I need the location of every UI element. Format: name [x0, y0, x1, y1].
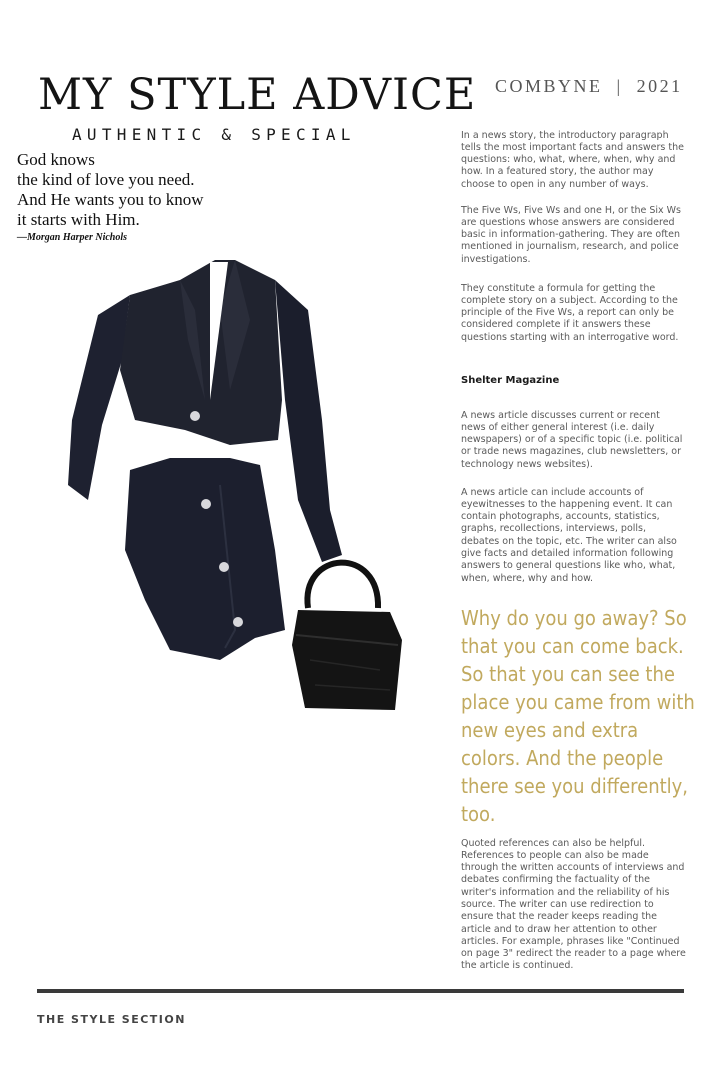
- quote-line: it starts with Him.: [17, 210, 140, 229]
- article-paragraph: The Five Ws, Five Ws and one H, or the Six Ws are questions whose answers are considered basic in information-gathering. They are often mentioned in journalism, research, and police investigations.: [461, 204, 682, 265]
- article-paragraph: In a news story, the introductory paragraph tells the most important facts and answers the questions: who, what, where, when, why and how. In a featured story, the author may choose to open in any number of ways.: [461, 129, 684, 190]
- article-paragraph: A news article can include accounts of eyewitnesses to the happening event. It can contain photographs, accounts, statistics, graphs, recollections, interviews, polls, debates on the topic, etc. The writer can also give facts and detailed information following answers to general questions like who, what, when, where, why and how.: [461, 486, 677, 584]
- section-heading: Shelter Magazine: [461, 375, 560, 386]
- handbag-image: [292, 563, 402, 710]
- quote-block: [17, 150, 267, 243]
- page-subtitle: AUTHENTIC & SPECIAL: [72, 125, 356, 144]
- article-paragraph: Quoted references can also be helpful. References to people can also be made through the written accounts of interviews and debates confirming the factuality of the writer's information and the reliability of his source. The writer can use redirection to ensure that the reader keeps reading the article and to draw her attention to other articles. For example, phrases like "Continued on page 3" redirect the reader to a page where the article is continued.: [461, 837, 686, 972]
- outfit-illustration: [60, 250, 450, 720]
- pull-quote: Why do you go away? So that you can come back. So that you can see the place you came from with new eyes and extra colors. And the people there see you differently, too.: [461, 606, 695, 826]
- article-paragraph: They constitute a formula for getting the complete story on a subject. According to the principle of the Five Ws, a report can only be considered complete if it answers these questions starting with an interrogative word.: [461, 282, 679, 343]
- article-paragraph: A news article discusses current or recent news of either general interest (i.e. daily newspapers) or of a specific topic (i.e. political or trade news magazines, club newsletters, or technology news websites).: [461, 409, 683, 470]
- quote-author: —Morgan Harper Nichols: [17, 232, 128, 243]
- page-title: MY STYLE ADVICE: [38, 70, 477, 120]
- masthead: [495, 76, 683, 97]
- brand-name: COMBYNE: [495, 76, 603, 96]
- issue-year: 2021: [636, 76, 683, 96]
- footer-section-label: THE STYLE SECTION: [37, 1013, 186, 1026]
- skirt-image: [125, 458, 285, 660]
- masthead-separator: |: [616, 76, 623, 96]
- quote-line: And He wants you to know: [17, 190, 204, 209]
- footer-divider: [37, 989, 684, 993]
- quote-line: God knows: [17, 150, 95, 169]
- quote-line: the kind of love you need.: [17, 170, 195, 189]
